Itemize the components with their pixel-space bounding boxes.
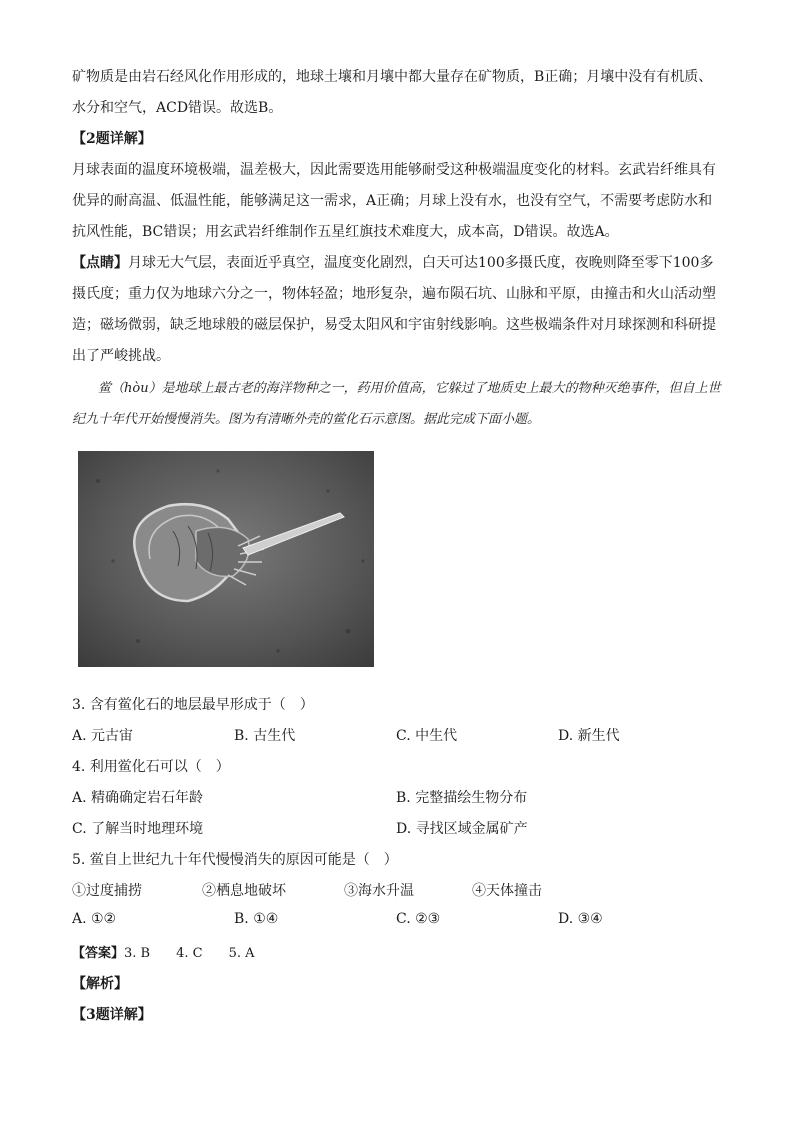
question-3-option-d: D. 新生代 [558, 728, 620, 744]
question-3-option-b: B. 古生代 [234, 728, 296, 744]
question-5-option-a: A. ①② [72, 911, 117, 927]
question-4-option-c: C. 了解当时地理环境 [72, 821, 204, 837]
key-point-text: 月球无大气层，表面近乎真空，温度变化剧烈，白天可达100多摄氏度，夜晚则降至零下100多摄氏度；重力仅为地球六分之一，物体轻盈；地形复杂，遍布陨石坑、山脉和平原，由撞击和火山活动塑造；磁场微弱，缺乏地球般的磁层保护，易受太阳风和宇宙射线影响。这些极端条件对月球探测和科研提出了严峻挑战。 [72, 255, 716, 364]
material-intro: 鲎（hòu）是地球上最古老的海洋物种之一，药用价值高，它躲过了地质史上最大的物种灭绝事件，但自上世纪九十年代开始慢慢消失。图为有清晰外壳的鲎化石示意图。据此完成下面小题。 [72, 381, 721, 427]
key-point-label: 【点睛】 [72, 255, 128, 271]
question-3-option-c: C. 中生代 [396, 728, 458, 744]
horseshoe-crab-fossil-image [78, 451, 374, 667]
question-5-option-d: D. ③④ [558, 911, 603, 927]
question-5-stem: 5. 鲎自上世纪九十年代慢慢消失的原因可能是（ ） [72, 852, 398, 868]
question-3-stem: 3. 含有鲎化石的地层最早形成于（ ） [72, 697, 314, 713]
paragraph-2-explanation: 月球表面的温度环境极端，温差极大，因此需要选用能够耐受这种极端温度变化的材料。玄武岩纤维具有优异的耐高温、低温性能，能够满足这一需求，A正确；月球上没有水，也没有空气，不需要考虑防水和抗风性能，BC错误；用玄武岩纤维制作五星红旗技术难度大，成本高，D错误。故选A。 [72, 162, 716, 240]
question-4-option-b: B. 完整描绘生物分布 [396, 790, 528, 806]
question-5-option-c: C. ②③ [396, 911, 441, 927]
answer-4: 4. C [176, 946, 203, 961]
answer-5: 5. A [228, 946, 255, 961]
question-5-item-3: ③海水升温 [344, 883, 414, 899]
answer-label: 【答案】 [72, 946, 125, 961]
question-5-item-2: ②栖息地破坏 [202, 883, 286, 899]
answer-3: 3. B [124, 946, 151, 961]
question-4-option-d: D. 寻找区域金属矿产 [396, 821, 528, 837]
question-5-option-b: B. ①④ [234, 911, 279, 927]
answer-line [72, 942, 281, 961]
question-4-stem: 4. 利用鲎化石可以（ ） [72, 759, 230, 775]
analysis-label: 【解析】 [72, 976, 128, 992]
paragraph-1-explanation: 矿物质是由岩石经风化作用形成的，地球土壤和月壤中都大量存在矿物质，B正确；月壤中没有有机质、水分和空气，ACD错误。故选B。 [72, 69, 713, 116]
question-5-item-1: ①过度捕捞 [72, 883, 142, 899]
heading-question-2-detail: 【2题详解】 [72, 131, 152, 147]
question-5-item-4: ④天体撞击 [472, 883, 542, 899]
question-4-option-a: A. 精确确定岩石年龄 [72, 790, 204, 806]
key-point-paragraph [72, 248, 722, 372]
question-3-option-a: A. 元古宙 [72, 728, 134, 744]
heading-question-3-detail: 【3题详解】 [72, 1007, 152, 1023]
